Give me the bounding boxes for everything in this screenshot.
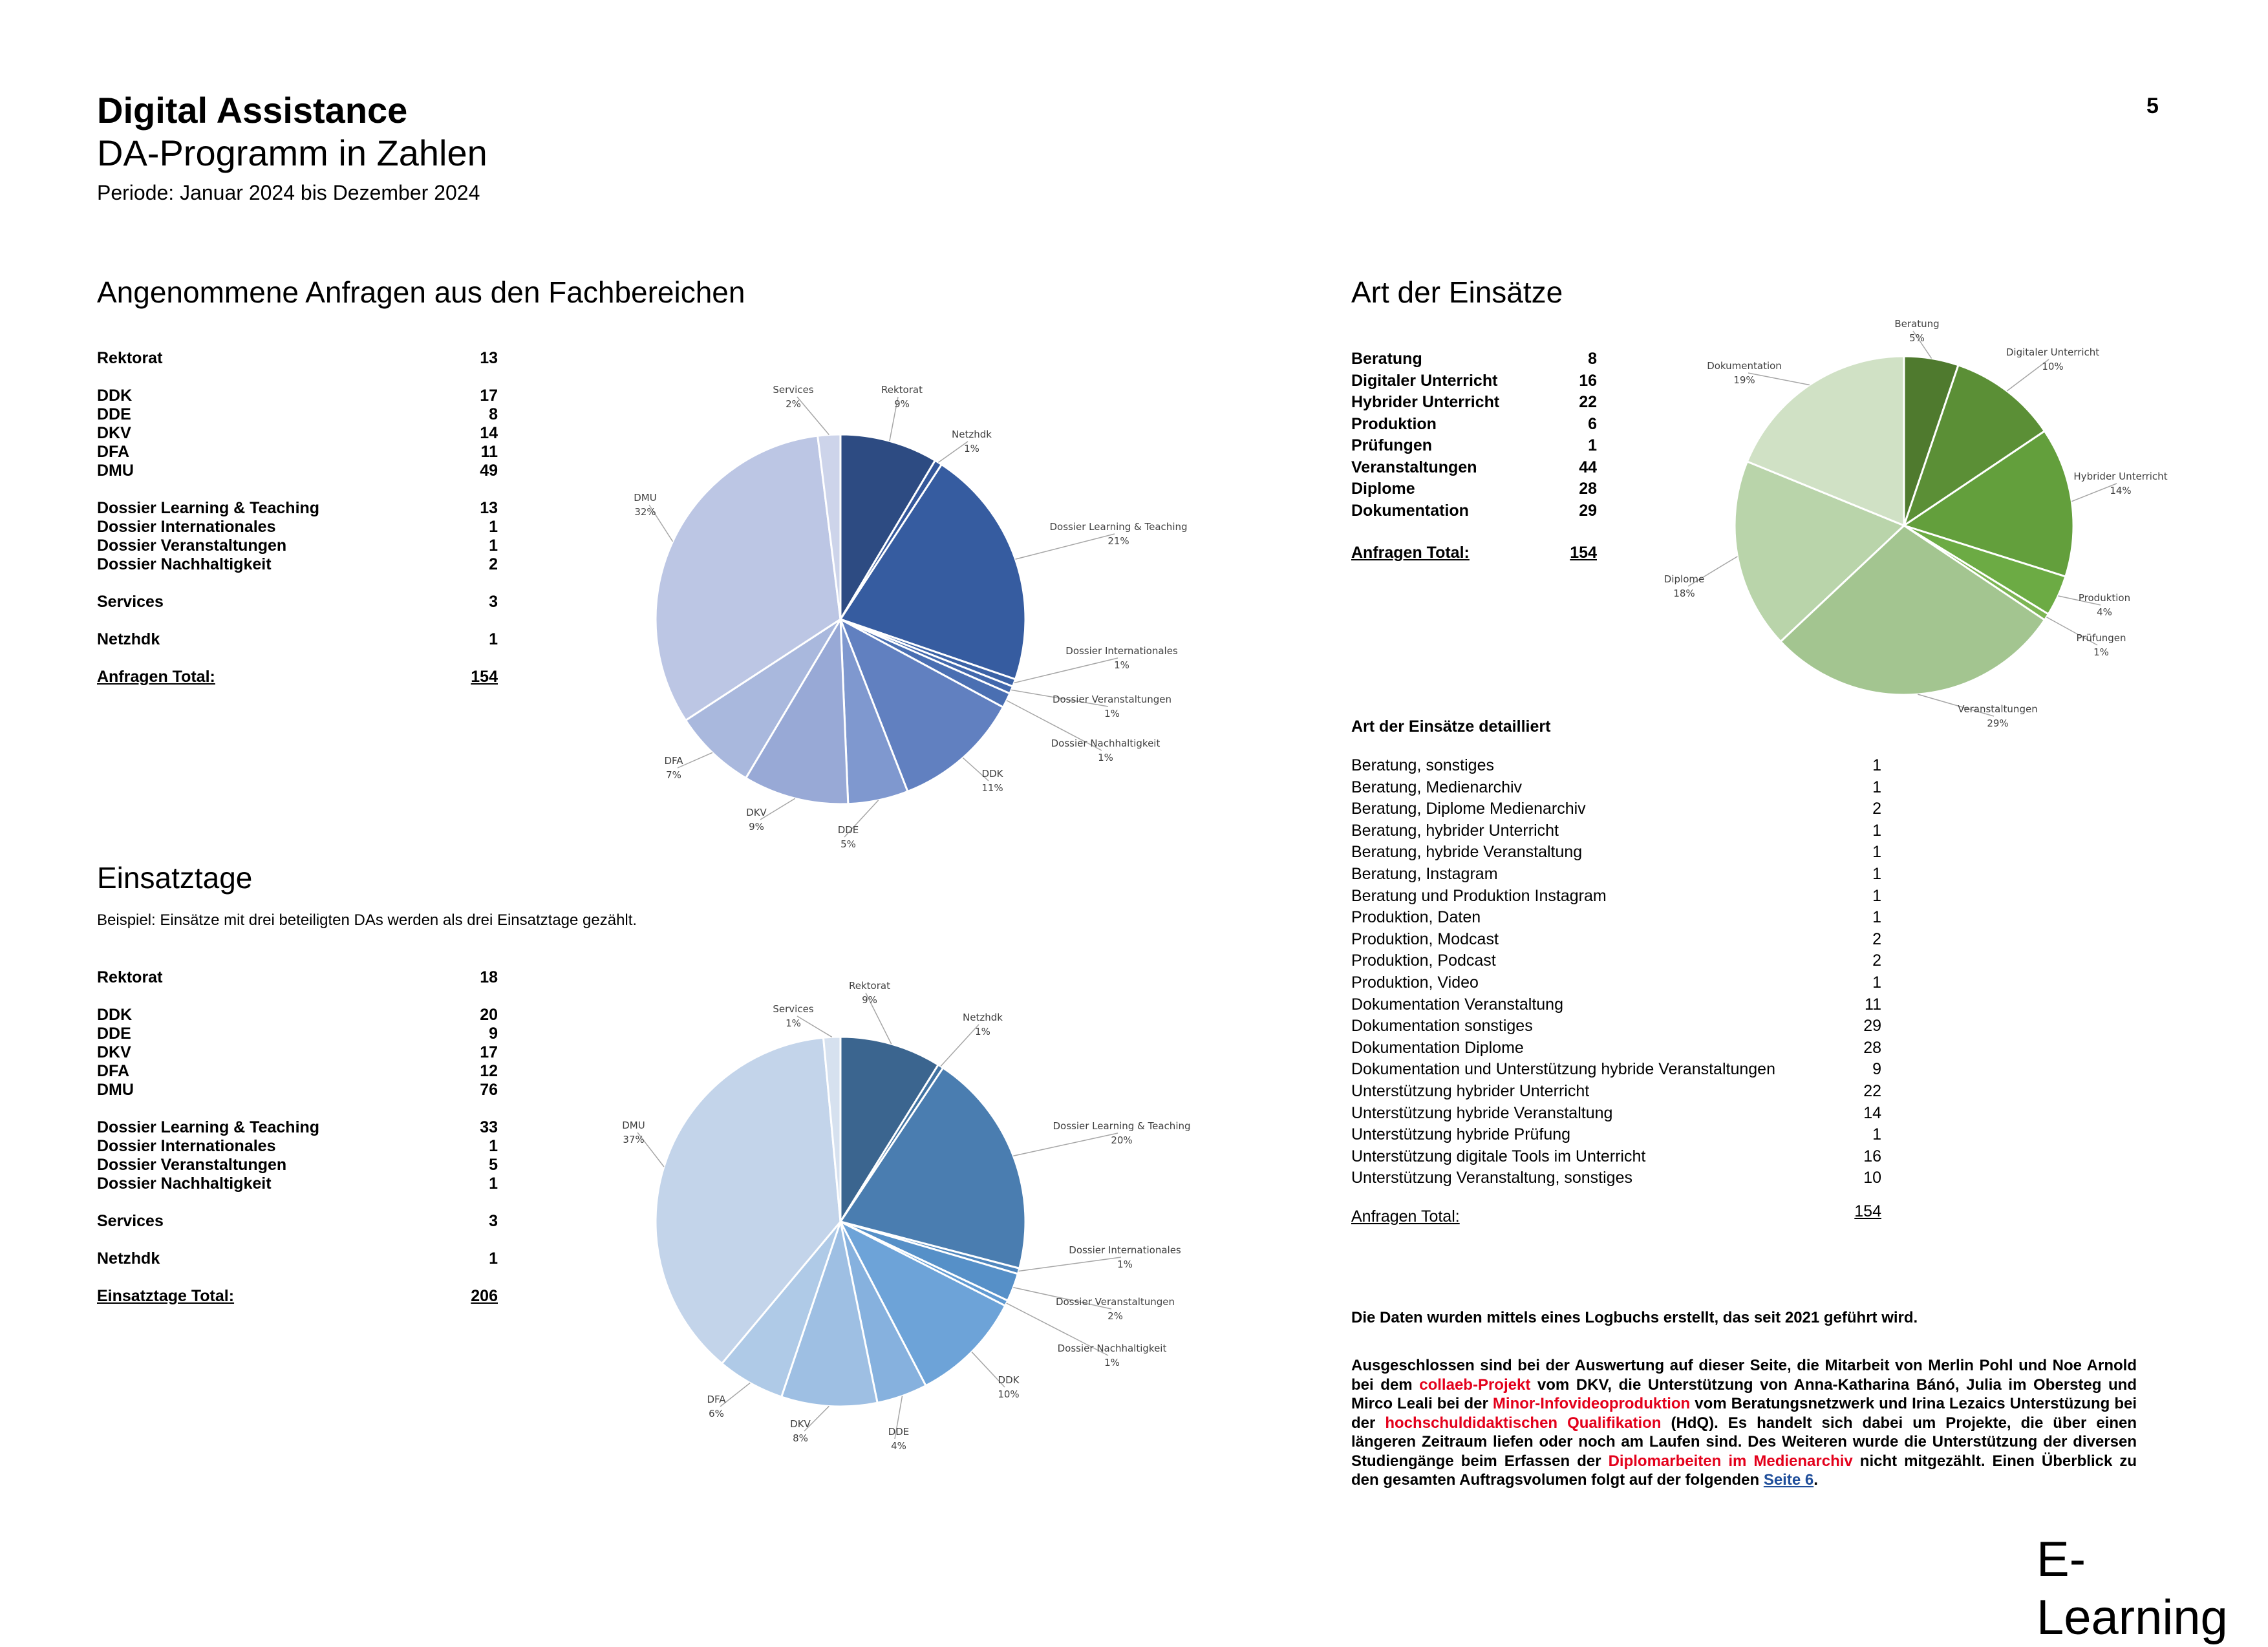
leader-line-dossier-learning-and-teaching (1013, 1133, 1118, 1156)
row-value: 16 (1863, 1147, 1881, 1165)
row-label: Beratung und Produktion Instagram (1351, 886, 1607, 905)
row-beratung-sonstiges (1351, 755, 1881, 777)
slice-label-dfa: DFA (664, 755, 683, 767)
row-label: DMU (97, 462, 134, 480)
row-value: 1 (489, 1137, 498, 1155)
row-label: DDE (97, 1025, 131, 1043)
row-label: Produktion, Video (1351, 973, 1479, 992)
leader-line-dossier-learning-and-teaching (1016, 534, 1115, 559)
row-beratung (1351, 348, 1597, 370)
row-label: DDK (97, 1006, 133, 1024)
row-label: Digitaler Unterricht (1351, 371, 1498, 390)
row-label: Unterstützung hybrider Unterricht (1351, 1082, 1590, 1100)
row-value: 1 (1872, 886, 1881, 905)
row-unterst-tzung-veranstaltung-sonstiges (1351, 1167, 1881, 1189)
row-label: Beratung, hybrider Unterricht (1351, 821, 1559, 840)
slice-percent-rektorat: 9% (862, 994, 877, 1006)
row-label: Unterstützung Veranstaltung, sonstiges (1351, 1169, 1632, 1187)
row-value: 206 (471, 1287, 498, 1305)
slice-percent-ddk: 10% (998, 1388, 1020, 1400)
row-value: 3 (489, 1212, 498, 1230)
row-dde (97, 1025, 498, 1043)
logbook-note: Die Daten wurden mittels eines Logbuchs erstellt, das seit 2021 geführt wird. (1351, 1309, 1918, 1326)
slice-percent-dkv: 8% (793, 1432, 808, 1444)
minor-infovideo-text: Minor-Infovideoproduktion (1492, 1395, 1691, 1412)
row-dokumentation (1351, 500, 1597, 522)
row-dossier-internationales (97, 518, 498, 537)
row-pr-fungen (1351, 434, 1597, 456)
slice-label-dossier-learning-and-teaching: Dossier Learning & Teaching (1053, 1120, 1191, 1132)
row-label: DDE (97, 405, 131, 423)
row-value: 14 (480, 424, 498, 442)
days-heading: Einsatztage (97, 861, 253, 895)
row-dokumentation-sonstiges (1351, 1015, 1881, 1037)
row-value: 154 (471, 668, 498, 686)
slice-percent-dfa: 6% (709, 1408, 724, 1419)
leader-line-dokumentation (1748, 373, 1810, 385)
slice-percent-dfa: 7% (666, 769, 681, 781)
row-value: 12 (480, 1062, 498, 1080)
row-label: Dossier Internationales (97, 518, 276, 536)
row-label: Produktion, Podcast (1351, 951, 1496, 970)
row-label: DFA (97, 1062, 129, 1080)
row-unterst-tzung-hybride-veranstaltung (1351, 1103, 1881, 1125)
row-dossier-nachhaltigkeit (97, 1174, 498, 1193)
row-beratung-diplome-medienarchiv (1351, 798, 1881, 820)
slice-label-dkv: DKV (746, 807, 767, 818)
row-ddk (97, 387, 498, 405)
slice-label-hybrider-unterricht: Hybrider Unterricht (2073, 471, 2168, 482)
slice-percent-dde: 5% (840, 838, 856, 850)
slice-label-dossier-veranstaltungen: Dossier Veranstaltungen (1055, 1296, 1175, 1308)
row-value: 44 (1579, 458, 1597, 476)
row-label: Rektorat (97, 349, 163, 367)
page-number: 5 (2146, 94, 2159, 118)
row-value: 1 (1872, 865, 1881, 883)
row-value: 1 (1588, 436, 1597, 454)
row-label: Dossier Nachhaltigkeit (97, 1174, 272, 1193)
total-row (1351, 1202, 1881, 1228)
row-value: 22 (1863, 1082, 1881, 1100)
slice-percent-pr-fungen: 1% (2093, 646, 2109, 658)
row-unterst-tzung-digitale-tools-im-unterricht (1351, 1146, 1881, 1168)
row-value: 28 (1579, 480, 1597, 498)
slice-label-dossier-internationales: Dossier Internationales (1065, 645, 1178, 657)
row-label: Anfragen Total: (1351, 544, 1470, 562)
total-row (97, 1287, 498, 1306)
row-value: 13 (480, 349, 498, 367)
row-unterst-tzung-hybrider-unterricht (1351, 1081, 1881, 1103)
row-label: Dokumentation Veranstaltung (1351, 995, 1563, 1014)
slice-percent-digitaler-unterricht: 10% (2042, 361, 2064, 372)
slice-percent-veranstaltungen: 29% (1987, 717, 2009, 729)
row-dmu (97, 462, 498, 480)
slice-percent-services: 1% (786, 1017, 801, 1029)
collaeb-project-text: collaeb-Projekt (1419, 1376, 1531, 1394)
row-netzhdk (97, 1249, 498, 1268)
slice-label-produktion: Produktion (2078, 592, 2131, 604)
slice-percent-netzhdk: 1% (975, 1026, 990, 1037)
row-label: Diplome (1351, 480, 1415, 498)
row-dossier-learning-and-teaching (97, 499, 498, 518)
row-value: 1 (1872, 778, 1881, 796)
row-value: 28 (1863, 1038, 1881, 1057)
slice-percent-dossier-nachhaltigkeit: 1% (1098, 752, 1113, 763)
slice-percent-dmu: 32% (634, 506, 656, 518)
row-value: 17 (480, 387, 498, 405)
row-label: DDK (97, 387, 133, 405)
row-value: 6 (1588, 414, 1597, 433)
row-label: Rektorat (97, 968, 163, 986)
slice-label-dokumentation: Dokumentation (1707, 360, 1782, 372)
row-value: 2 (1872, 930, 1881, 948)
row-services (97, 593, 498, 611)
row-label: Dokumentation (1351, 501, 1469, 520)
requests-heading: Angenommene Anfragen aus den Fachbereichen (97, 275, 745, 309)
row-label: Unterstützung hybride Veranstaltung (1351, 1103, 1613, 1122)
slice-percent-produktion: 4% (2097, 606, 2112, 618)
slice-label-ddk: DDK (998, 1374, 1020, 1386)
leader-line-dossier-internationales (1019, 1257, 1121, 1271)
row-beratung-medienarchiv (1351, 777, 1881, 799)
row-unterst-tzung-hybride-pr-fung (1351, 1124, 1881, 1146)
row-value: 1 (489, 518, 498, 536)
row-value: 1 (1872, 973, 1881, 992)
row-label: DFA (97, 443, 129, 461)
diplomarbeiten-text: Diplomarbeiten im Medienarchiv (1608, 1452, 1853, 1470)
row-label: Prüfungen (1351, 436, 1432, 454)
row-label: Anfragen Total: (97, 668, 215, 686)
slice-percent-diplome: 18% (1673, 588, 1695, 599)
row-value: 9 (489, 1025, 498, 1043)
row-label: Anfragen Total: (1351, 1207, 1460, 1226)
leader-line-dossier-internationales (1014, 658, 1118, 683)
row-label: DKV (97, 1043, 131, 1061)
slice-percent-rektorat: 9% (894, 398, 910, 410)
row-label: Dossier Veranstaltungen (97, 537, 287, 555)
slice-label-services: Services (773, 1003, 814, 1015)
requests-pie-chart (569, 362, 1267, 866)
slice-percent-services: 2% (786, 398, 801, 410)
row-value: 2 (1872, 951, 1881, 970)
slice-label-diplome: Diplome (1664, 573, 1705, 585)
row-value: 2 (1872, 800, 1881, 818)
row-label: Beratung (1351, 350, 1422, 368)
row-value: 3 (489, 593, 498, 611)
row-label: Produktion, Modcast (1351, 930, 1499, 948)
row-veranstaltungen (1351, 456, 1597, 478)
row-services (97, 1212, 498, 1231)
slice-label-dossier-internationales: Dossier Internationales (1069, 1244, 1181, 1256)
row-label: Unterstützung digitale Tools im Unterricht (1351, 1147, 1646, 1165)
slice-percent-dkv: 9% (749, 821, 764, 833)
slice-label-dfa: DFA (707, 1394, 726, 1405)
row-label: Dokumentation sonstiges (1351, 1017, 1533, 1036)
total-row (1351, 542, 1597, 564)
row-produktion-modcast (1351, 929, 1881, 951)
row-value: 13 (480, 499, 498, 517)
row-label: Unterstützung hybride Prüfung (1351, 1125, 1571, 1144)
slice-percent-dossier-internationales: 1% (1117, 1259, 1133, 1270)
row-label: Veranstaltungen (1351, 458, 1477, 476)
row-label: Beratung, Diplome Medienarchiv (1351, 800, 1586, 818)
row-label: Beratung, Medienarchiv (1351, 778, 1523, 796)
row-value: 1 (489, 630, 498, 648)
slice-label-veranstaltungen: Veranstaltungen (1958, 703, 2038, 715)
row-value: 8 (489, 405, 498, 423)
row-label: Einsatztage Total: (97, 1287, 235, 1305)
exclusion-note: Ausgeschlossen sind bei der Auswertung auf dieser Seite, die Mitarbeit von Merlin Pohl und Noe Arnold bei dem collaeb-Projekt vom DKV, die Unterstützung von Anna-Katharina Bánó, Julia im Obersteg und Mirco Leali bei der Minor-Infovideoproduktion vom Beratungsnetzwerk und Irina Lezaics Unterstüzung bei der hochschuldidaktischen Qualifikation (HdQ). Es handelt sich dabei um Projekte, die über einen längeren Zeitraum liefen oder noch am Laufen sind. Des Weiteren wurde die Unterstützung der diversen Studiengänge beim Erfassen der Diplomarbeiten im Medienarchiv nicht mitgezählt. Einen Überblick zu den gesamten Auftragsvolumen folgt auf der folgenden Seite 6. (1351, 1357, 2137, 1489)
leader-line-netzhdk (941, 1025, 979, 1067)
row-dossier-veranstaltungen (97, 1156, 498, 1174)
row-beratung-instagram (1351, 864, 1881, 886)
row-dossier-nachhaltigkeit (97, 555, 498, 574)
row-value: 11 (480, 443, 498, 461)
days-pie-chart (569, 970, 1267, 1474)
row-value: 11 (1865, 995, 1881, 1014)
row-label: Dossier Internationales (97, 1137, 276, 1155)
row-value: 9 (1872, 1060, 1881, 1079)
row-dkv (97, 424, 498, 443)
page-6-link[interactable]: Seite 6 (1763, 1471, 1814, 1489)
hdq-text: hochschuldidaktischen Qualifikation (1385, 1414, 1662, 1432)
detail-heading: Art der Einsätze detailliert (1351, 717, 1551, 736)
slice-label-dossier-nachhaltigkeit: Dossier Nachhaltigkeit (1051, 738, 1161, 749)
row-produktion (1351, 413, 1597, 435)
slice-percent-dossier-learning-and-teaching: 20% (1111, 1134, 1133, 1146)
page-subtitle: DA-Programm in Zahlen (97, 133, 487, 173)
slice-percent-dossier-nachhaltigkeit: 1% (1104, 1357, 1120, 1368)
row-value: 1 (1872, 821, 1881, 840)
slice-label-dmu: DMU (622, 1120, 645, 1131)
row-dokumentation-veranstaltung (1351, 994, 1881, 1016)
row-value: 17 (480, 1043, 498, 1061)
slice-percent-dde: 4% (891, 1440, 906, 1452)
row-dokumentation-diplome (1351, 1037, 1881, 1059)
slice-label-ddk: DDK (981, 768, 1003, 780)
row-dokumentation-und-unterst-tzung-hybride-veranstaltungen (1351, 1059, 1881, 1081)
row-digitaler-unterricht (1351, 370, 1597, 392)
slice-label-rektorat: Rektorat (849, 980, 890, 992)
slice-label-beratung: Beratung (1894, 318, 1940, 330)
row-label: Produktion, Daten (1351, 908, 1481, 927)
row-dossier-learning-and-teaching (97, 1118, 498, 1137)
slice-label-netzhdk: Netzhdk (952, 429, 992, 440)
row-value: 33 (480, 1118, 498, 1136)
slice-label-pr-fungen: Prüfungen (2076, 632, 2126, 644)
total-row (97, 668, 498, 686)
row-produktion-video (1351, 972, 1881, 994)
row-value: 1 (489, 1249, 498, 1268)
row-label: Netzhdk (97, 1249, 160, 1268)
row-label: Beratung, sonstiges (1351, 756, 1494, 774)
slice-label-netzhdk: Netzhdk (963, 1012, 1003, 1023)
row-beratung-und-produktion-instagram (1351, 886, 1881, 908)
slice-label-services: Services (773, 384, 814, 396)
row-dde (97, 405, 498, 424)
slice-percent-dossier-learning-and-teaching: 21% (1107, 535, 1129, 547)
slice-percent-dokumentation: 19% (1733, 374, 1755, 386)
slice-percent-netzhdk: 1% (964, 443, 979, 454)
row-label: Dossier Veranstaltungen (97, 1156, 287, 1174)
slice-percent-hybrider-unterricht: 14% (2110, 485, 2132, 496)
row-value: 49 (480, 462, 498, 480)
row-dossier-internationales (97, 1137, 498, 1156)
slice-label-dmu: DMU (634, 492, 657, 504)
row-value: 1 (1872, 843, 1881, 862)
row-value: 29 (1863, 1017, 1881, 1036)
slice-percent-dmu: 37% (623, 1134, 645, 1145)
row-label: Produktion (1351, 414, 1437, 433)
row-netzhdk (97, 630, 498, 649)
row-label: Beratung, hybride Veranstaltung (1351, 843, 1583, 862)
row-value: 20 (480, 1006, 498, 1024)
row-value: 14 (1863, 1103, 1881, 1122)
slice-label-digitaler-unterricht: Digitaler Unterricht (2006, 346, 2100, 358)
page-title: Digital Assistance (97, 90, 408, 131)
row-value: 1 (1872, 908, 1881, 927)
row-value: 1 (1872, 1125, 1881, 1144)
row-dkv (97, 1043, 498, 1062)
row-value: 76 (480, 1081, 498, 1099)
slice-label-dkv: DKV (790, 1418, 811, 1430)
period-text: Periode: Januar 2024 bis Dezember 2024 (97, 181, 480, 204)
slice-percent-ddk: 11% (981, 782, 1003, 794)
row-label: Dokumentation und Unterstützung hybride Veranstaltungen (1351, 1060, 1775, 1079)
row-label: Dokumentation Diplome (1351, 1038, 1524, 1057)
slice-percent-beratung: 5% (1909, 332, 1925, 344)
slice-label-dossier-learning-and-teaching: Dossier Learning & Teaching (1049, 521, 1188, 533)
leader-line-services (797, 1016, 832, 1037)
row-value: 2 (489, 555, 498, 573)
row-produktion-daten (1351, 907, 1881, 929)
slice-label-dde: DDE (888, 1426, 910, 1438)
row-diplome (1351, 478, 1597, 500)
row-label: Services (97, 1212, 164, 1230)
row-label: Dossier Learning & Teaching (97, 499, 320, 517)
row-value: 16 (1579, 371, 1597, 390)
row-label: DMU (97, 1081, 134, 1099)
row-beratung-hybride-veranstaltung (1351, 842, 1881, 864)
row-rektorat (97, 349, 498, 368)
row-dfa (97, 1062, 498, 1081)
slice-label-dossier-veranstaltungen: Dossier Veranstaltungen (1052, 694, 1172, 705)
slice-percent-dossier-veranstaltungen: 2% (1107, 1310, 1123, 1322)
row-ddk (97, 1006, 498, 1025)
days-note: Beispiel: Einsätze mit drei beteiligten DAs werden als drei Einsatztage gezählt. (97, 911, 637, 929)
row-value: 1 (489, 1174, 498, 1193)
slice-label-rektorat: Rektorat (881, 384, 923, 396)
slice-label-dossier-nachhaltigkeit: Dossier Nachhaltigkeit (1057, 1343, 1167, 1354)
row-value: 154 (1570, 544, 1597, 562)
row-dossier-veranstaltungen (97, 537, 498, 555)
leader-line-services (797, 397, 829, 435)
row-label: Services (97, 593, 164, 611)
row-label: Hybrider Unterricht (1351, 393, 1500, 411)
row-value: 10 (1863, 1169, 1881, 1187)
row-label: DKV (97, 424, 131, 442)
row-label: Netzhdk (97, 630, 160, 648)
slice-percent-dossier-internationales: 1% (1114, 659, 1129, 671)
row-value: 8 (1588, 350, 1597, 368)
row-value: 1 (489, 537, 498, 555)
row-value: 29 (1579, 501, 1597, 520)
row-hybrider-unterricht (1351, 391, 1597, 413)
row-rektorat (97, 968, 498, 987)
row-dmu (97, 1081, 498, 1100)
row-value: 1 (1872, 756, 1881, 774)
row-beratung-hybrider-unterricht (1351, 820, 1881, 842)
slice-label-dde: DDE (837, 824, 859, 836)
row-label: Beratung, Instagram (1351, 865, 1498, 883)
row-value: 22 (1579, 393, 1597, 411)
row-value: 18 (480, 968, 498, 986)
slice-percent-dossier-veranstaltungen: 1% (1104, 708, 1120, 719)
row-dfa (97, 443, 498, 462)
row-label: Dossier Learning & Teaching (97, 1118, 320, 1136)
footer-brand: E-Learning (2037, 1532, 2228, 1645)
row-produktion-podcast (1351, 950, 1881, 972)
row-label: Dossier Nachhaltigkeit (97, 555, 272, 573)
types-heading: Art der Einsätze (1351, 275, 1563, 309)
types-pie-chart (1655, 310, 2168, 750)
row-value: 154 (1854, 1202, 1881, 1220)
row-value: 5 (489, 1156, 498, 1174)
